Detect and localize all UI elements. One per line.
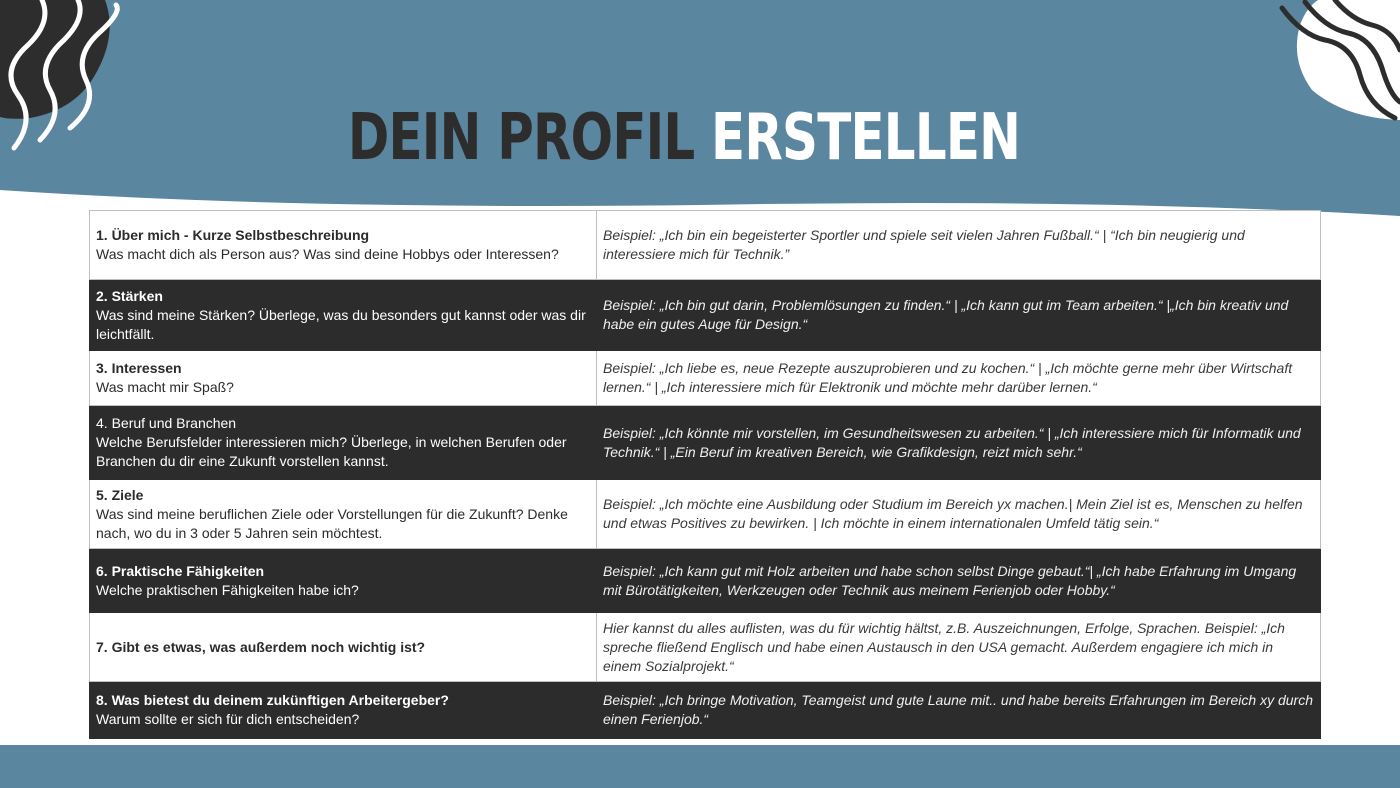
row-question: Was sind meine beruflichen Ziele oder Vorstellungen für die Zukunft? Denke nach, wo du in 3 oder 5 Jahren sein möchtest. [96,505,568,541]
row-title: 3. Interessen [96,360,182,376]
row-title: 6. Praktische Fähigkeiten [96,562,265,579]
title-part-light: ERSTELLEN [711,101,1021,175]
question-cell [90,549,597,613]
question-cell [90,682,597,739]
example-cell: Beispiel: „Ich möchte eine Ausbildung oder Studium im Bereich yx machen.| Mein Ziel ist es, Menschen zu helfen und etwas Positives zu bewirken. | Ich möchte in einem internationalen Umfeld tätig sein.“ [597,480,1321,549]
row-title: 1. Über mich - Kurze Selbstbeschreibung [96,227,370,243]
table-row [90,211,1321,280]
example-cell: Beispiel: „Ich könnte mir vorstellen, im Gesundheitswesen zu arbeiten.“ | „Ich interessiere mich für Informatik und Technik.“ | „Ein Beruf im kreativen Bereich, wie Grafikdesign, reizt mich sehr.“ [597,406,1321,480]
question-cell [90,613,597,682]
row-title: 4. Beruf und Branchen [96,415,237,431]
page-title [150,100,1217,176]
table-row [90,682,1321,739]
row-question: Was macht dich als Person aus? Was sind deine Hobbys oder Interessen? [96,246,559,262]
row-question: Welche Berufsfelder interessieren mich? Überlege, in welchen Berufen oder Branchen du dir eine Zukunft vorstellen kannst. [96,434,567,469]
question-cell [90,280,597,351]
example-cell: Beispiel: „Ich bringe Motivation, Teamgeist und gute Laune mit.. und habe bereits Erfahrungen im Bereich xy durch einen Ferienjob.“ [597,682,1321,739]
table-row [90,549,1321,613]
bottom-band [0,745,1400,788]
table-row [90,480,1321,549]
example-cell: Beispiel: „Ich liebe es, neue Rezepte auszuprobieren und zu kochen.“ | „Ich möchte gerne mehr über Wirtschaft lernen.“ | „Ich interessiere mich für Elektronik und möchte mehr darüber lernen.“ [597,351,1321,406]
question-cell [90,351,597,406]
table-row [90,613,1321,682]
row-title: 5. Ziele [96,486,144,503]
row-title: 8. Was bietest du deinem zukünftigen Arbeitergeber? [96,692,449,708]
row-question: Was sind meine Stärken? Überlege, was du besonders gut kannst oder was dir leichtfällt. [96,306,586,342]
title-part-dark: DEIN PROFIL [347,101,695,175]
row-question: Welche praktischen Fähigkeiten habe ich? [96,581,359,598]
example-cell: Beispiel: „Ich bin ein begeisterter Sportler und spiele seit vielen Jahren Fußball.“ | “Ich bin neugierig und interessiere mich für Technik.” [597,211,1321,280]
row-title: 2. Stärken [96,287,163,304]
example-cell: Beispiel: „Ich kann gut mit Holz arbeiten und habe schon selbst Dinge gebaut.“| „Ich habe Erfahrung im Umgang mit Bürotätigkeiten, Werkzeugen oder Technik aus meinem Ferienjob oder Hobby.“ [597,549,1321,613]
example-cell: Beispiel: „Ich bin gut darin, Problemlösungen zu finden.“ | „Ich kann gut im Team arbeiten.“ |„Ich bin kreativ und habe ein gutes Auge für Design.“ [597,280,1321,351]
table-row [90,280,1321,351]
table-row [90,406,1321,480]
row-title: 7. Gibt es etwas, was außerdem noch wichtig ist? [96,638,426,655]
row-question: Warum sollte er sich für dich entscheiden? [96,711,360,727]
question-cell [90,406,597,480]
row-question: Was macht mir Spaß? [96,379,234,395]
table-row [90,351,1321,406]
question-cell [90,211,597,280]
question-cell [90,480,597,549]
example-cell: Hier kannst du alles auflisten, was du für wichtig hältst, z.B. Auszeichnungen, Erfolge, Sprachen. Beispiel: „Ich spreche fließend Englisch und habe einen Austausch in den USA gemacht. Außerdem engagiere ich mich in einem Sozialprojekt.“ [597,613,1321,682]
profile-table [89,210,1321,739]
